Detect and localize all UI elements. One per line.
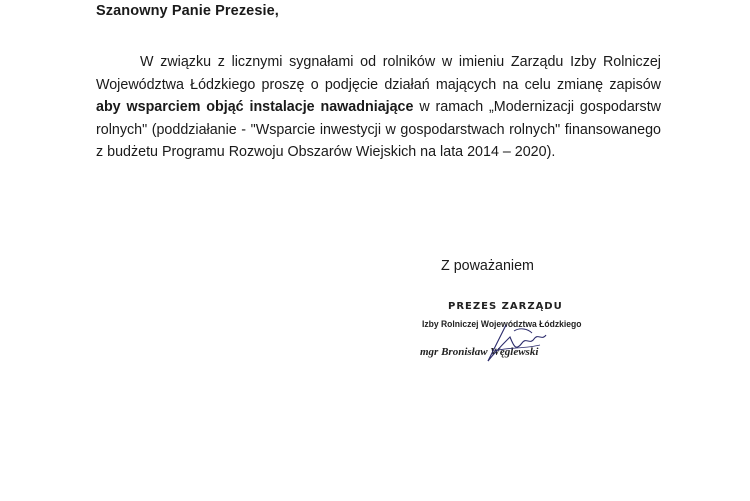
stamp-organization: Izby Rolniczej Województwa Łódzkiego	[422, 319, 582, 330]
salutation: Szanowny Panie Prezesie,	[96, 3, 279, 19]
closing-phrase: Z poważaniem	[441, 258, 534, 274]
signature-stamp	[418, 301, 608, 371]
body-text-part-1: W związku z licznymi sygnałami od rolników w imieniu Zarządu Izby Rolniczej Województwa Łódzkiego proszę o podjęcie działań mających na celu zmianę zapisów	[96, 54, 661, 93]
body-text-bold: aby wsparciem objąć instalacje nawadniające	[96, 99, 414, 115]
stamp-name: mgr Bronisław Węglewski	[420, 346, 539, 358]
letter-body-paragraph	[96, 51, 661, 164]
body-text-part-2: w ramach „Modernizacji gospodarstw rolnych" (poddziałanie - "Wsparcie inwestycji w gospodarstwach rolnych" finansowanego z budżetu Programu Rozwoju Obszarów Wiejskich na lata 2014 – 2020).	[96, 99, 661, 160]
stamp-title: PREZES ZARZĄDU	[448, 301, 563, 312]
